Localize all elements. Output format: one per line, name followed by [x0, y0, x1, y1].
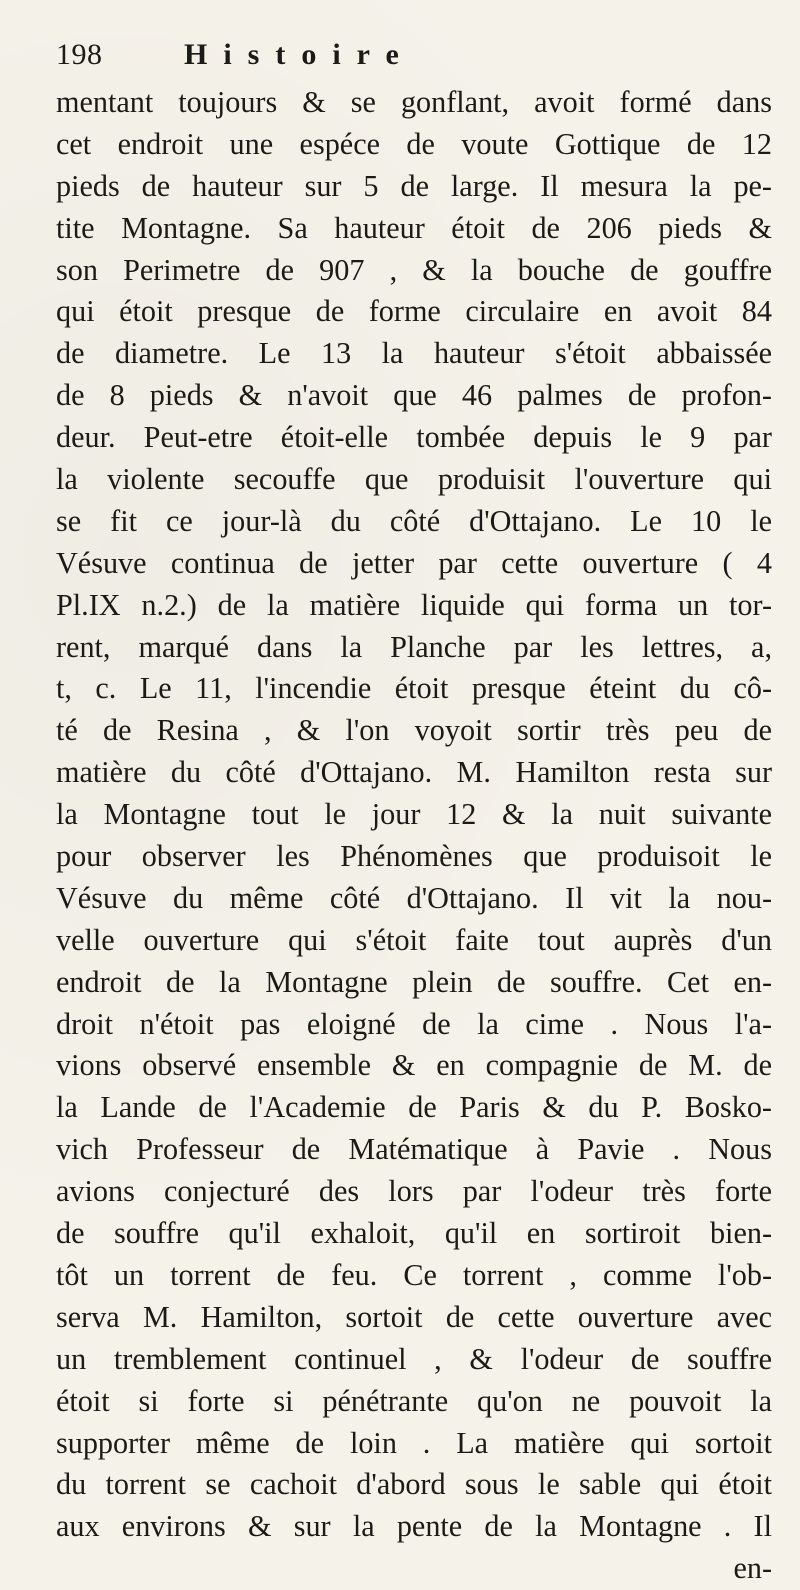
- text-line: pieds de hauteur sur 5 de large. Il mesura la pe-: [56, 168, 772, 203]
- text-line: étoit si forte si pénétrante qu'on ne pouvoit la: [56, 1383, 772, 1418]
- text-line: la violente secouffe que produisit l'ouverture qui: [56, 462, 772, 497]
- text-line: matière du côté d'Ottajano. M. Hamilton resta sur: [56, 755, 772, 790]
- text-line: supporter même de loin . La matière qui sortoit: [56, 1425, 772, 1460]
- text-line: cet endroit une espéce de voute Gottique de 12: [56, 126, 772, 161]
- text-line: velle ouverture qui s'étoit faite tout auprès d'un: [56, 922, 772, 957]
- text-line: du torrent se cachoit d'abord sous le sable qui étoit: [56, 1467, 772, 1502]
- text-line: aux environs & sur la pente de la Montagne . Il: [56, 1509, 772, 1544]
- text-line: Vésuve continua de jetter par cette ouverture ( 4: [56, 545, 772, 580]
- text-line: té de Resina , & l'on voyoit sortir très peu de: [56, 713, 772, 748]
- text-line: rent, marqué dans la Planche par les lettres, a,: [56, 629, 772, 664]
- text-line: de 8 pieds & n'avoit que 46 palmes de profon-: [56, 378, 772, 413]
- text-line: se fit ce jour-là du côté d'Ottajano. Le 10 le: [56, 503, 772, 538]
- running-title: Histoire: [184, 38, 415, 71]
- text-line: mentant toujours & se gonflant, avoit formé dans: [56, 85, 772, 119]
- text-line: deur. Peut-etre étoit-elle tombée depuis le 9 par: [56, 420, 772, 455]
- text-line: qui étoit presque de forme circulaire en avoit 84: [56, 294, 772, 329]
- text-line: t, c. Le 11, l'incendie étoit presque éteint du cô-: [56, 671, 772, 706]
- text-line: la Montagne tout le jour 12 & la nuit suivante: [56, 797, 772, 832]
- text-line: endroit de la Montagne plein de souffre. Cet en-: [56, 964, 772, 999]
- text-line: de diametre. Le 13 la hauteur s'étoit abbaissée: [56, 336, 772, 371]
- body-text: [56, 82, 770, 1590]
- text-line: Pl.IX n.2.) de la matière liquide qui forma un tor-: [56, 587, 772, 622]
- text-line: serva M. Hamilton, sortoit de cette ouverture avec: [56, 1299, 772, 1334]
- text-line: tite Montagne. Sa hauteur étoit de 206 pieds &: [56, 210, 772, 245]
- catchword: en-: [733, 1551, 772, 1586]
- page-header: [56, 38, 770, 82]
- text-line: pour observer les Phénomènes que produisoit le: [56, 839, 772, 874]
- text-line: avions conjecturé des lors par l'odeur très forte: [56, 1174, 772, 1209]
- text-line: de souffre qu'il exhaloit, qu'il en sortiroit bien-: [56, 1216, 772, 1251]
- text-line: tôt un torrent de feu. Ce torrent , comme l'ob-: [56, 1257, 772, 1292]
- text-line: son Perimetre de 907 , & la bouche de gouffre: [56, 252, 772, 287]
- text-line: Vésuve du même côté d'Ottajano. Il vit la nou-: [56, 880, 772, 915]
- page-number: 198: [56, 38, 103, 71]
- text-line: vions observé ensemble & en compagnie de M. de: [56, 1048, 772, 1083]
- text-line: un tremblement continuel , & l'odeur de souffre: [56, 1341, 772, 1376]
- text-line: droit n'étoit pas eloigné de la cime . Nous l'a-: [56, 1006, 772, 1041]
- text-line: la Lande de l'Academie de Paris & du P. Bosko-: [56, 1090, 772, 1125]
- text-line: vich Professeur de Matématique à Pavie . Nous: [56, 1132, 772, 1167]
